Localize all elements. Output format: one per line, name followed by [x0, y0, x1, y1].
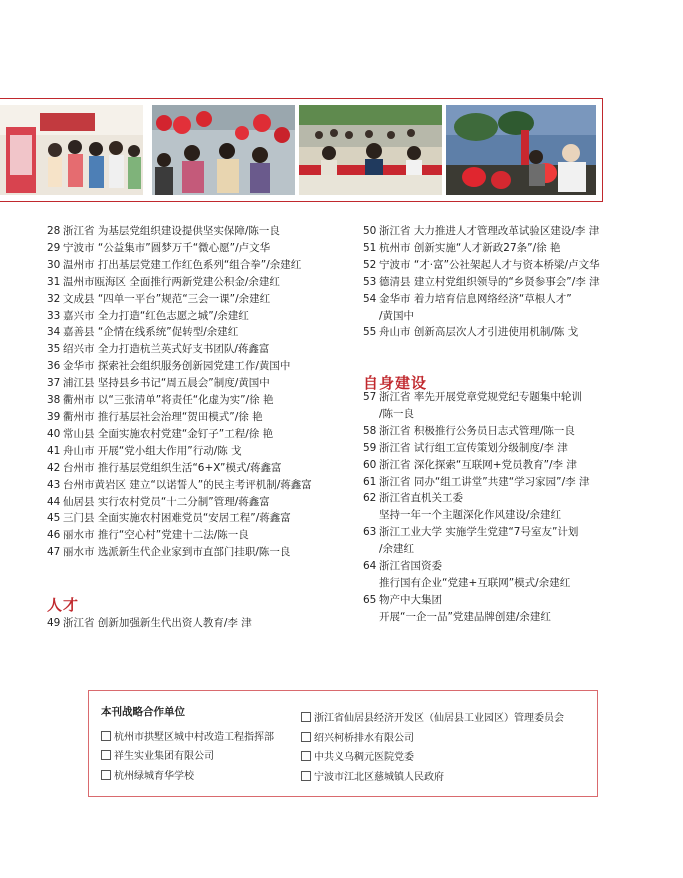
toc-entry — [363, 223, 663, 240]
checkbox-icon — [301, 751, 311, 761]
entry-number: 29 — [47, 241, 61, 254]
toc-entry — [47, 477, 347, 494]
entry-title: 浙江省 率先开展党章党规党纪专题集中轮训 — [379, 391, 582, 403]
entry-number: 58 — [363, 424, 377, 437]
entry-title: 仙居县 实行农村党员“十二分制”管理/蒋鑫富 — [63, 495, 270, 508]
rencai-list — [47, 615, 252, 632]
entry-number: 41 — [47, 444, 61, 457]
entry-title: 台州市黄岩区 建立“以诺誓人”的民主考评机制/蒋鑫富 — [63, 478, 312, 491]
entry-title: 浙江省 大力推进人才管理改革试验区建设/李 津 — [379, 225, 600, 237]
entry-title: 浙江省 深化探索“互联网+党员教育”/李 津 — [379, 458, 577, 471]
toc-entry — [363, 558, 589, 575]
toc-entry — [363, 274, 663, 291]
entry-number: 49 — [47, 617, 61, 629]
entry-title-continued: 推行国有企业“党建+互联网”模式/余建红 — [379, 576, 571, 589]
checkbox-icon — [101, 731, 111, 741]
entry-title-continued: 坚持一年一个主题深化作风建设/余建红 — [379, 509, 562, 522]
toc-entry — [363, 440, 589, 457]
entry-title: 杭州市 创新实施“人才新政27条”/徐 艳 — [379, 241, 561, 254]
entry-number: 65 — [363, 593, 377, 606]
partners-title: 本刊战略合作单位 — [101, 706, 185, 718]
entry-number: 62 — [363, 492, 377, 505]
partners-box — [88, 690, 598, 797]
toc-entry — [47, 240, 347, 257]
entry-title: 浙江省 积极推行公务员日志式管理/陈一良 — [379, 424, 575, 437]
entry-title: 浙江省 同办“组工讲堂”共建“学习家园”/李 津 — [379, 475, 590, 488]
toc-entry — [47, 426, 347, 443]
toc-entry — [363, 240, 663, 257]
entry-number: 30 — [47, 258, 61, 271]
entry-number: 42 — [47, 461, 61, 474]
entry-title: 三门县 全面实施农村困难党员“安居工程”/蒋鑫富 — [63, 512, 291, 525]
entry-title: 浙江省 试行组工宣传策划分级制度/李 津 — [379, 441, 568, 454]
toc-entry — [363, 324, 663, 341]
entry-title: 浦江县 坚持县乡书记“周五晨会”制度/黄国中 — [63, 377, 270, 390]
toc-entry — [363, 389, 589, 406]
entry-title: 绍兴市 全力打造杭兰英式好支书团队/蒋鑫富 — [63, 343, 270, 356]
toc-entry — [47, 544, 347, 561]
partner-item: 宁波市江北区慈城镇人民政府 — [301, 768, 444, 783]
entry-title: 浙江省 创新加强新生代出资人教育/李 津 — [63, 617, 252, 629]
entry-title: 宁波市 “才·富”公社架起人才与资本桥梁/卢文华 — [379, 258, 600, 271]
entry-number: 55 — [363, 326, 377, 339]
entry-title-continued: /陈一良 — [379, 407, 415, 420]
entry-number: 50 — [363, 225, 377, 237]
toc-entry — [47, 291, 347, 308]
entry-title: 嘉善县 “企情在线系统”促转型/余建红 — [63, 326, 239, 339]
entry-number: 61 — [363, 475, 377, 488]
toc-entry — [47, 392, 347, 409]
entry-number: 35 — [47, 343, 61, 356]
toc-entry — [363, 490, 589, 507]
entry-number: 34 — [47, 326, 61, 339]
toc-entry — [363, 592, 589, 609]
entry-title: 温州市 打出基层党建工作红色系列“组合拳”/余建红 — [63, 258, 302, 271]
photo-strip — [0, 98, 603, 202]
entry-number: 63 — [363, 526, 377, 539]
entry-title: 丽水市 推行“空心村”党建十二法/陈一良 — [63, 529, 249, 542]
entry-number: 36 — [47, 360, 61, 373]
section-title-zishen: 自身建设 — [363, 374, 428, 392]
toc-entry — [47, 615, 252, 632]
entry-number: 28 — [47, 225, 61, 237]
entry-number: 54 — [363, 292, 377, 305]
entry-number: 47 — [47, 546, 61, 559]
partner-item: 中共义乌稠元医院党委 — [301, 748, 414, 763]
red-balloon-celebration-photo — [152, 105, 295, 195]
entry-title: 物产中大集团 — [379, 593, 442, 606]
partner-item: 杭州市拱墅区城中村改造工程指挥部 — [101, 728, 274, 743]
toc-entry — [47, 358, 347, 375]
entry-number: 43 — [47, 478, 61, 491]
entry-number: 37 — [47, 377, 61, 390]
red-lantern-evening-photo — [446, 105, 596, 195]
entry-title: 嘉兴市 全力打造“红色志愿之城”/余建红 — [63, 309, 249, 322]
entry-title: 浙江省 为基层党组织建设提供坚实保障/陈一良 — [63, 225, 280, 237]
entry-number: 51 — [363, 241, 377, 254]
toc-entry — [363, 524, 589, 541]
outdoor-meeting-photo — [299, 105, 442, 195]
partner-item: 绍兴柯桥排水有限公司 — [301, 729, 414, 744]
toc-entry — [363, 291, 663, 308]
entry-title: 浙江省国资委 — [379, 560, 442, 573]
entry-title: 常山县 全面实施农村党建“金钉子”工程/徐 艳 — [63, 427, 274, 440]
checkbox-icon — [301, 712, 311, 722]
entry-title: 金华市 着力培育信息网络经济“草根人才” — [379, 292, 572, 305]
toc-entry — [47, 510, 347, 527]
exhibition-photo — [0, 105, 143, 195]
entry-title: 金华市 探索社会组织服务创新园党建工作/黄国中 — [63, 360, 291, 373]
entry-title: 衢州市 推行基层社会治理“贺田模式”/徐 艳 — [63, 410, 263, 423]
entry-title: 舟山市 创新高层次人才引进使用机制/陈 戈 — [379, 326, 579, 339]
zishen-list — [363, 389, 589, 626]
entry-number: 53 — [363, 275, 377, 288]
entry-number: 39 — [47, 410, 61, 423]
entry-title: 宁波市 “公益集市”圆梦万千“微心愿”/卢文华 — [63, 241, 271, 254]
entry-number: 57 — [363, 391, 377, 403]
entry-title: 台州市 推行基层党组织生活“6+X”模式/蒋鑫富 — [63, 461, 282, 474]
checkbox-icon — [301, 732, 311, 742]
entry-title-continued: /黄国中 — [379, 309, 415, 322]
entry-number: 31 — [47, 275, 61, 288]
entry-number: 52 — [363, 258, 377, 271]
entry-number: 46 — [47, 529, 61, 542]
entry-number: 33 — [47, 309, 61, 322]
toc-entry — [363, 474, 589, 491]
section-title-rencai: 人才 — [47, 596, 80, 614]
toc-entry — [47, 308, 347, 325]
entry-title: 德清县 建立村党组织领导的“乡贤参事会”/李 津 — [379, 275, 600, 288]
entry-title-continued: /余建红 — [379, 543, 415, 556]
toc-entry — [47, 527, 347, 544]
checkbox-icon — [301, 771, 311, 781]
toc-entry — [47, 443, 347, 460]
entry-number: 59 — [363, 441, 377, 454]
entry-number: 60 — [363, 458, 377, 471]
toc-entry — [47, 460, 347, 477]
entry-title: 丽水市 选派新生代企业家到市直部门挂职/陈一良 — [63, 546, 291, 559]
entry-number: 32 — [47, 292, 61, 305]
entry-title: 浙江省直机关工委 — [379, 492, 463, 505]
toc-entry — [47, 341, 347, 358]
entry-title: 衢州市 以“三张清单”将责任“化虚为实”/徐 艳 — [63, 394, 274, 407]
entry-number: 64 — [363, 560, 377, 573]
entry-title: 舟山市 开展“党小组大作用”行动/陈 戈 — [63, 444, 242, 457]
entry-number: 44 — [47, 495, 61, 508]
entry-title: 浙江工业大学 实施学生党建“7号室友”计划 — [379, 526, 579, 539]
toc-entry — [47, 274, 347, 291]
toc-entry — [47, 375, 347, 392]
toc-entry — [47, 257, 347, 274]
checkbox-icon — [101, 750, 111, 760]
checkbox-icon — [101, 770, 111, 780]
entry-number: 40 — [47, 427, 61, 440]
entry-title-continued: 开展“一企一品”党建品牌创建/余建红 — [379, 610, 551, 623]
toc-entry — [47, 494, 347, 511]
partner-item: 浙江省仙居县经济开发区（仙居县工业园区）管理委员会 — [301, 709, 564, 724]
toc-left-column — [47, 223, 347, 561]
toc-entry — [363, 457, 589, 474]
entry-number: 38 — [47, 394, 61, 407]
toc-entry — [47, 223, 347, 240]
entry-title: 温州市瓯海区 全面推行两新党建公积金/余建红 — [63, 275, 280, 288]
toc-entry — [47, 409, 347, 426]
toc-entry — [363, 257, 663, 274]
entry-title: 文成县 “四单一平台”规范“三会一课”/余建红 — [63, 292, 271, 305]
toc-entry — [47, 324, 347, 341]
toc-entry — [363, 423, 589, 440]
toc-right-column — [363, 223, 663, 341]
partner-item: 祥生实业集团有限公司 — [101, 747, 214, 762]
entry-number: 45 — [47, 512, 61, 525]
partner-item: 杭州绿城育华学校 — [101, 767, 194, 782]
